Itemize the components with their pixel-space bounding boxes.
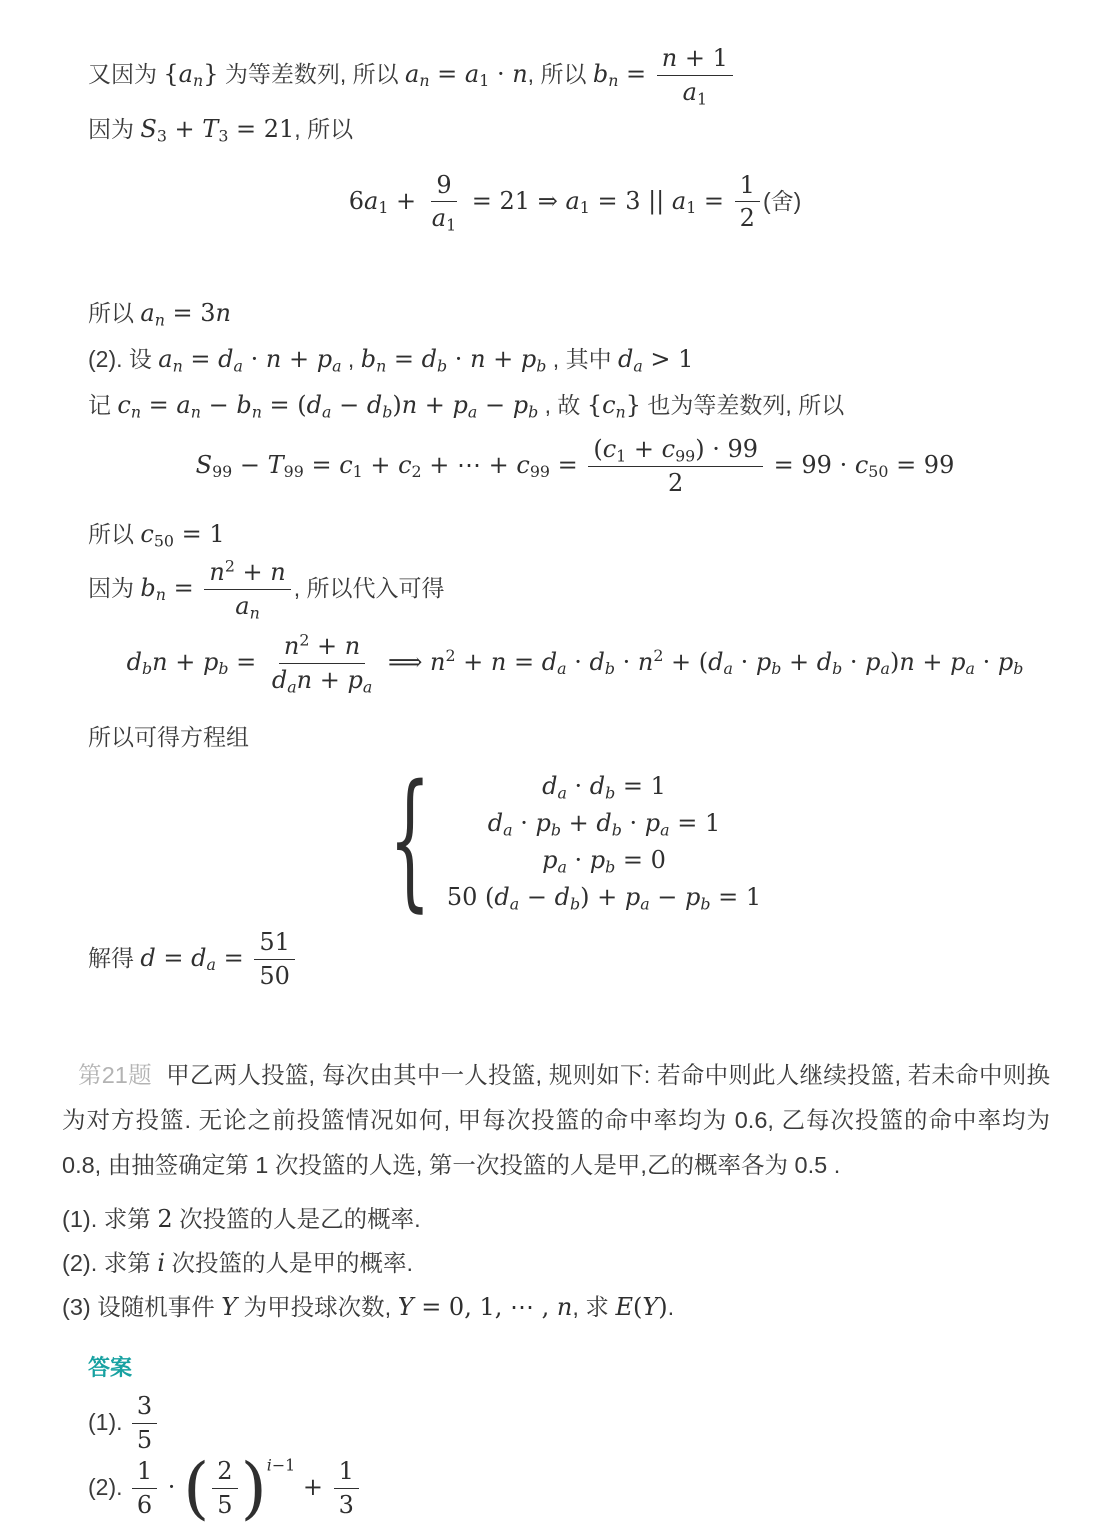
solution-line-bn: 因为 $b_n$ = $\frac{n^2 + n}{a_n}$ , 所以代入可得 xyxy=(88,556,445,622)
system-row-3: $p_a \cdot p_b = 0$ xyxy=(542,845,666,877)
problem-number: 第21题 xyxy=(78,1061,152,1088)
question-2: (2). 求第 i 次投篮的人是甲的概率. xyxy=(62,1248,414,1277)
answer-heading: 答案 xyxy=(88,1355,133,1381)
problem-text: 甲乙两人投篮, 每次由其中一人投篮, 规则如下: 若命中则此人继续投篮, 若未命中则换为对方投篮. 无论之前投篮情况如何, 甲每次投篮的命中率均为 0.6, 乙每次投篮的命中率均为 0.8, 由抽签确定第 1 次投篮的人选, 第一次投篮的人是甲,乙的概率各为 0.5 . xyxy=(62,1061,1051,1178)
equation-a1-solve: $6a_1$ + $\frac{9}{a_1}$ = 21 ⇒ $a_1 = 3$ || $a_1$ = $\frac{1}{2}$ (舍) xyxy=(348,170,802,235)
answer-section xyxy=(0,1351,1102,1527)
question-1: (1). 求第 2 次投篮的人是乙的概率. xyxy=(62,1204,421,1233)
solution-line-an: 所以 $a_n = 3n$ xyxy=(88,299,232,330)
problem-statement xyxy=(62,1053,1050,1188)
system-rows xyxy=(447,771,761,912)
equation-s99-t99: $S_{99} - T_{99} = c_1 + c_2$ + ⋯ + $c_{99}$ = $\frac{(c_1 + c_{99}) \cdot 99}{2}$ = $99 \cdot c_{50} = 99$ xyxy=(195,435,955,497)
solution-line-part2-setup: (2). 设 $a_n = d_a \cdot n + p_a$ , $b_n = d_b \cdot n + p_b$ , 其中 $d_a > 1$ xyxy=(88,345,694,376)
system-row-4: 50 $(d_a - d_b) + p_a - p_b = 1$ xyxy=(446,882,762,914)
solution-line-2: 因为 $S_3 + T_3 = 21$, 所以 xyxy=(88,114,354,146)
system-row-1: $d_a \cdot d_b = 1$ xyxy=(542,771,666,803)
equation-substitute: $d_bn + p_b$ = $\frac{n^2 + n}{d_an + p_a}$ ⟹ $n^2 + n = d_a \cdot d_b \cdot n^2 + (d_a \cdot p_b + d_b \cdot p_a)n + p_a \cdot p_b$ xyxy=(126,630,1024,697)
solution-line-c50: 所以 $c_{50} = 1$ xyxy=(88,519,225,551)
solution-line-system-intro: 所以可得方程组 xyxy=(88,723,249,750)
answer-2: (2). $\frac{1}{6}$ · ( $\frac{2}{5}$ ) $^{i-1}$ + $\frac{1}{3}$ xyxy=(88,1457,1062,1520)
question-3: (3) 设随机事件 Y 为甲投球次数, Y = 0, 1, ⋯ , n, 求 E(Y). xyxy=(62,1292,675,1321)
solution-line-1: 又因为 $\{a_n\}$ 为等差数列, 所以 $a_n = a_1 \cdot n$, 所以 $b_n$ = $\frac{n + 1}{a_1}$ xyxy=(88,44,1062,107)
equation-system xyxy=(88,753,1062,927)
problem-21-section xyxy=(0,1053,1102,1324)
system-row-2: $d_a \cdot p_b + d_b \cdot p_a = 1$ xyxy=(487,808,721,840)
solution-line-solve-d: 解得 $d = d_a$ = $\frac{51}{50}$ xyxy=(88,928,1062,991)
solution-line-cn: 记 $c_n = a_n - b_n = (d_a - d_b)n + p_a - p_b$ , 故 $\{c_n\}$ 也为等差数列, 所以 xyxy=(88,391,845,422)
answer-1: (1). $\frac{3}{5}$ xyxy=(88,1392,1062,1455)
system-left-brace: { xyxy=(388,753,431,927)
